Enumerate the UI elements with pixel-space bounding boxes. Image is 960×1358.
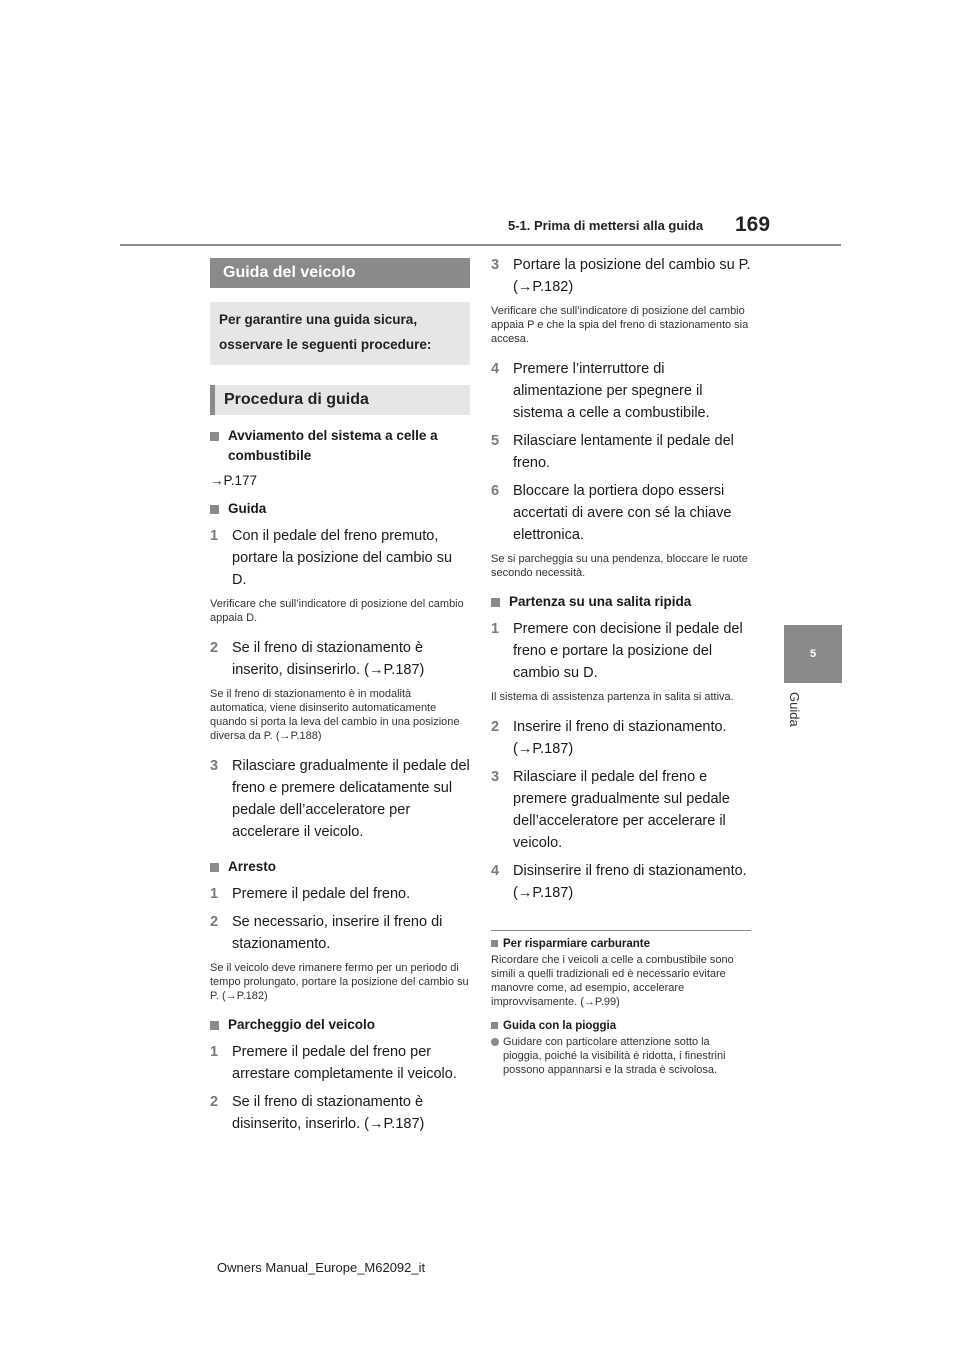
step-number: 4 [491, 361, 500, 377]
header-section-title: 5-1. Prima di mettersi alla guida [508, 218, 704, 233]
subheading-guida: Guida [210, 499, 470, 519]
info-bullet: Guidare con particolare attenzione sotto la pioggia, poiché la visibilità è ridotta, i finestrini possono appannarsi e la strada è scivolosa. [491, 1035, 751, 1077]
step-text: Premere l’interruttore di alimentazione per spegnere il sistema a celle a combustibile. [513, 361, 710, 421]
step-item [210, 1091, 470, 1135]
step-item [210, 911, 470, 955]
step-item [491, 618, 751, 684]
step-item [210, 637, 470, 681]
note-text: Il sistema di assistenza partenza in salita si attiva. [491, 691, 734, 703]
step-text: Rilasciare gradualmente il pedale del freno e premere delicatamente sul pedale dell’acceleratore per accelerare il veicolo. [232, 758, 470, 840]
step-number: 1 [210, 1044, 219, 1060]
step-number: 6 [491, 483, 500, 499]
step-item [491, 480, 751, 546]
step-text: Bloccare la portiera dopo essersi accertati di avere con sé la chiave elettronica. [513, 483, 732, 543]
subheading-avviamento: Avviamento del sistema a celle a combustibile [210, 426, 470, 466]
step-text: Rilasciare il pedale del freno e premere gradualmente sul pedale dell’acceleratore per accelerare il veicolo. [513, 769, 730, 851]
step-text: Con il pedale del freno premuto, portare la posizione del cambio su D. [232, 528, 453, 588]
step-text: Disinserire il freno di stazionamento. (→P.187) [513, 863, 747, 901]
step-text: Inserire il freno di stazionamento. (→P.187) [513, 719, 727, 757]
chapter-tab[interactable] [784, 625, 842, 683]
step-item [491, 358, 751, 424]
step-number: 3 [491, 769, 500, 785]
step-number: 2 [210, 640, 219, 656]
intro-box: Per garantire una guida sicura, osservare le seguenti procedure: [210, 302, 470, 365]
subheading-salita: Partenza su una salita ripida [491, 592, 751, 612]
step-number: 3 [491, 257, 500, 273]
step-item [491, 766, 751, 854]
procedure-title: Procedura di guida [210, 385, 470, 415]
step-text: Premere con decisione il pedale del freno e portare la posizione del cambio su D. [513, 621, 743, 681]
step-number: 1 [210, 528, 219, 544]
step-text: Se il freno di stazionamento è inserito, disinserirlo. (→P.187) [232, 640, 425, 678]
step-text: Portare la posizione del cambio su P. (→P.182) [513, 257, 751, 295]
step-text: Premere il pedale del freno. [232, 886, 411, 902]
step-item [491, 860, 751, 904]
page-number: 169 [735, 213, 771, 236]
step-item [491, 254, 751, 298]
left-column [210, 258, 470, 1141]
subheading-arresto: Arresto [210, 857, 470, 877]
footer-doc-id: Owners Manual_Europe_M62092_it [217, 1260, 426, 1275]
step-item [491, 430, 751, 474]
step-item [210, 525, 470, 591]
subheading-parcheggio: Parcheggio del veicolo [210, 1015, 470, 1035]
right-column [491, 254, 751, 1077]
section-title-bar: Guida del veicolo [210, 258, 470, 288]
step-number: 2 [210, 914, 219, 930]
page-reference[interactable]: →P.177 [210, 473, 258, 488]
chapter-number: 5 [809, 648, 817, 660]
step-number: 2 [210, 1094, 219, 1110]
info-heading: Guida con la pioggia [491, 1019, 751, 1033]
step-number: 3 [210, 758, 219, 774]
step-number: 1 [491, 621, 500, 637]
step-item [210, 883, 470, 905]
step-number: 4 [491, 863, 500, 879]
step-number: 2 [491, 719, 500, 735]
step-item [210, 1041, 470, 1085]
note-text: Verificare che sull’indicatore di posizione del cambio appaia D. [210, 598, 464, 624]
chapter-label: Guida [787, 692, 802, 727]
note-text: Se il freno di stazionamento è in modalità automatica, viene disinserito automaticamente quando si porta la leva del cambio in una posizione diversa da P. (→P.188) [210, 688, 460, 742]
step-number: 1 [210, 886, 219, 902]
step-item [210, 755, 470, 843]
note-text: Se si parcheggia su una pendenza, bloccare le ruote secondo necessità. [491, 553, 748, 579]
note-text: Verificare che sull’indicatore di posizione del cambio appaia P e che la spia del freno di stazionamento sia accesa. [491, 305, 749, 345]
step-number: 5 [491, 433, 500, 449]
step-text: Premere il pedale del freno per arrestare completamente il veicolo. [232, 1044, 457, 1082]
note-text: Se il veicolo deve rimanere fermo per un periodo di tempo prolungato, portare la posizione del cambio su P. (→P.182) [210, 962, 469, 1002]
info-heading: Per risparmiare carburante [491, 937, 751, 951]
info-text: Ricordare che i veicoli a celle a combustibile sono simili a quelli tradizionali ed è necessario evitare manovre come, ad esempio, accelerare improvvisamente. (→P.99) [491, 954, 734, 1008]
step-item [491, 716, 751, 760]
info-box [491, 930, 751, 1077]
step-text: Se il freno di stazionamento è disinserito, inserirlo. (→P.187) [232, 1094, 425, 1132]
step-text: Se necessario, inserire il freno di stazionamento. [232, 914, 443, 952]
header-divider [120, 244, 841, 246]
step-text: Rilasciare lentamente il pedale del freno. [513, 433, 734, 471]
